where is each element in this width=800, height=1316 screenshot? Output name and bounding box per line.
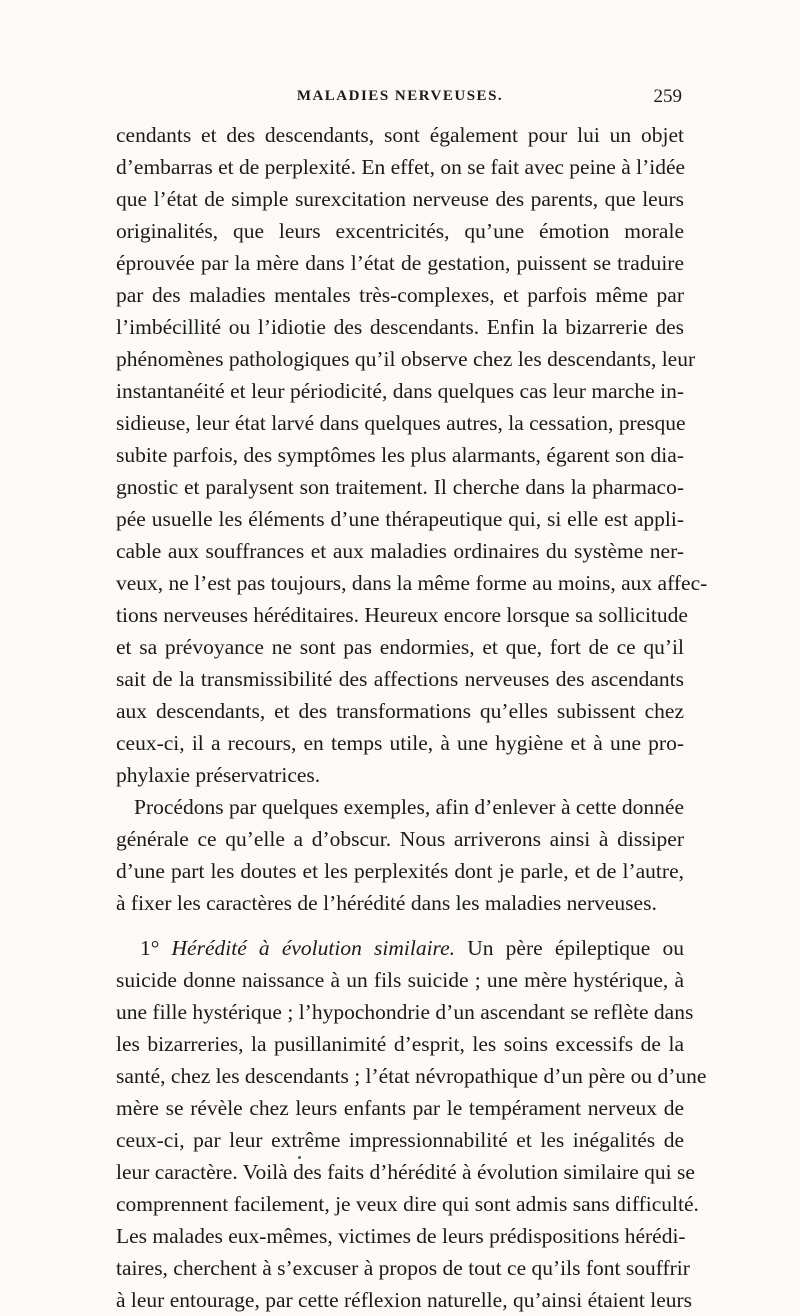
text-line: sait de la transmissibilité des affections nerveuses des ascendants bbox=[116, 667, 684, 691]
text-line: santé, chez les descendants ; l’état névropathique d’un père ou d’une bbox=[116, 1064, 707, 1088]
text-line: par des maladies mentales très-complexes, et parfois même par bbox=[116, 283, 684, 307]
text-line: subite parfois, des symptômes les plus alarmants, égarent son dia- bbox=[116, 443, 684, 467]
text-line: que l’état de simple surexcitation nerveuse des parents, que leurs bbox=[116, 187, 684, 211]
text-line: et sa prévoyance ne sont pas endormies, et que, fort de ce qu’il bbox=[116, 635, 684, 659]
text-line: originalités, que leurs excentricités, qu’une émotion morale bbox=[116, 219, 684, 243]
text-line: veux, ne l’est pas toujours, dans la même forme au moins, aux affec- bbox=[116, 571, 708, 595]
section-number: 1° bbox=[140, 936, 160, 960]
text-line: taires, cherchent à s’excuser à propos de tout ce qu’ils font souffrir bbox=[116, 1256, 690, 1280]
text-line: cable aux souffrances et aux maladies ordinaires du système ner- bbox=[116, 539, 684, 563]
text-line: suicide donne naissance à un fils suicide ; une mère hystérique, à bbox=[116, 968, 684, 992]
text-line: d’embarras et de perplexité. En effet, on se fait avec peine à l’idée bbox=[116, 155, 686, 179]
text-block bbox=[116, 119, 708, 1316]
text-line: générale ce qu’elle a d’obscur. Nous arriverons ainsi à dissiper bbox=[116, 827, 684, 851]
text-line: tions nerveuses héréditaires. Heureux encore lorsque sa sollicitude bbox=[116, 603, 688, 627]
text-line: ceux-ci, il a recours, en temps utile, à une hygiène et à une pro- bbox=[116, 731, 684, 755]
text-line: phénomènes pathologiques qu’il observe chez les descendants, leur bbox=[116, 347, 696, 371]
text-line: Procédons par quelques exemples, afin d’enlever à cette donnée bbox=[134, 795, 684, 819]
section-title: Hérédité à évolution similaire. bbox=[171, 936, 456, 960]
section-heading-line bbox=[116, 932, 684, 964]
text-line: instantanéité et leur périodicité, dans quelques cas leur marche in- bbox=[116, 379, 684, 403]
text-line: les bizarreries, la pusillanimité d’esprit, les soins excessifs de la bbox=[116, 1032, 684, 1056]
text-line: sidieuse, leur état larvé dans quelques autres, la cessation, presque bbox=[116, 411, 686, 435]
text-line: leur caractère. Voilà des faits d’hérédité à évolution similaire qui se bbox=[116, 1160, 695, 1184]
text-line: cendants et des descendants, sont également pour lui un objet bbox=[116, 123, 684, 147]
text-line: éprouvée par la mère dans l’état de gestation, puissent se traduire bbox=[116, 251, 684, 275]
page-number: 259 bbox=[653, 86, 682, 107]
text-line: une fille hystérique ; l’hypochondrie d’un ascendant se reflète dans bbox=[116, 1000, 694, 1024]
text-line: à fixer les caractères de l’hérédité dans les maladies nerveuses. bbox=[116, 891, 657, 915]
running-head bbox=[116, 88, 684, 118]
text-line: ceux-ci, par leur extrême impressionnabilité et les inégalités de bbox=[116, 1128, 684, 1152]
text-line: l’imbécillité ou l’idiotie des descendants. Enfin la bizarrerie des bbox=[116, 315, 684, 339]
ink-dot bbox=[298, 1156, 301, 1159]
text-line: phylaxie préservatrices. bbox=[116, 763, 321, 787]
text-line: aux descendants, et des transformations qu’elles subissent chez bbox=[116, 699, 684, 723]
text-line: comprennent facilement, je veux dire qui sont admis sans difficulté. bbox=[116, 1192, 699, 1216]
text-line: d’une part les doutes et les perplexités dont je parle, et de l’autre, bbox=[116, 859, 684, 883]
text-line: à leur entourage, par cette réflexion naturelle, qu’ainsi étaient leurs bbox=[116, 1288, 693, 1312]
text-line: pée usuelle les éléments d’une thérapeutique qui, si elle est appli- bbox=[116, 507, 684, 531]
running-title: MALADIES NERVEUSES. bbox=[296, 88, 504, 104]
text-line: Les malades eux-mêmes, victimes de leurs prédispositions hérédi- bbox=[116, 1224, 686, 1248]
text-line: mère se révèle chez leurs enfants par le tempérament nerveux de bbox=[116, 1096, 684, 1120]
text-line: gnostic et paralysent son traitement. Il cherche dans la pharmaco- bbox=[116, 475, 684, 499]
section-line-rest: Un père épileptique ou bbox=[467, 936, 685, 960]
